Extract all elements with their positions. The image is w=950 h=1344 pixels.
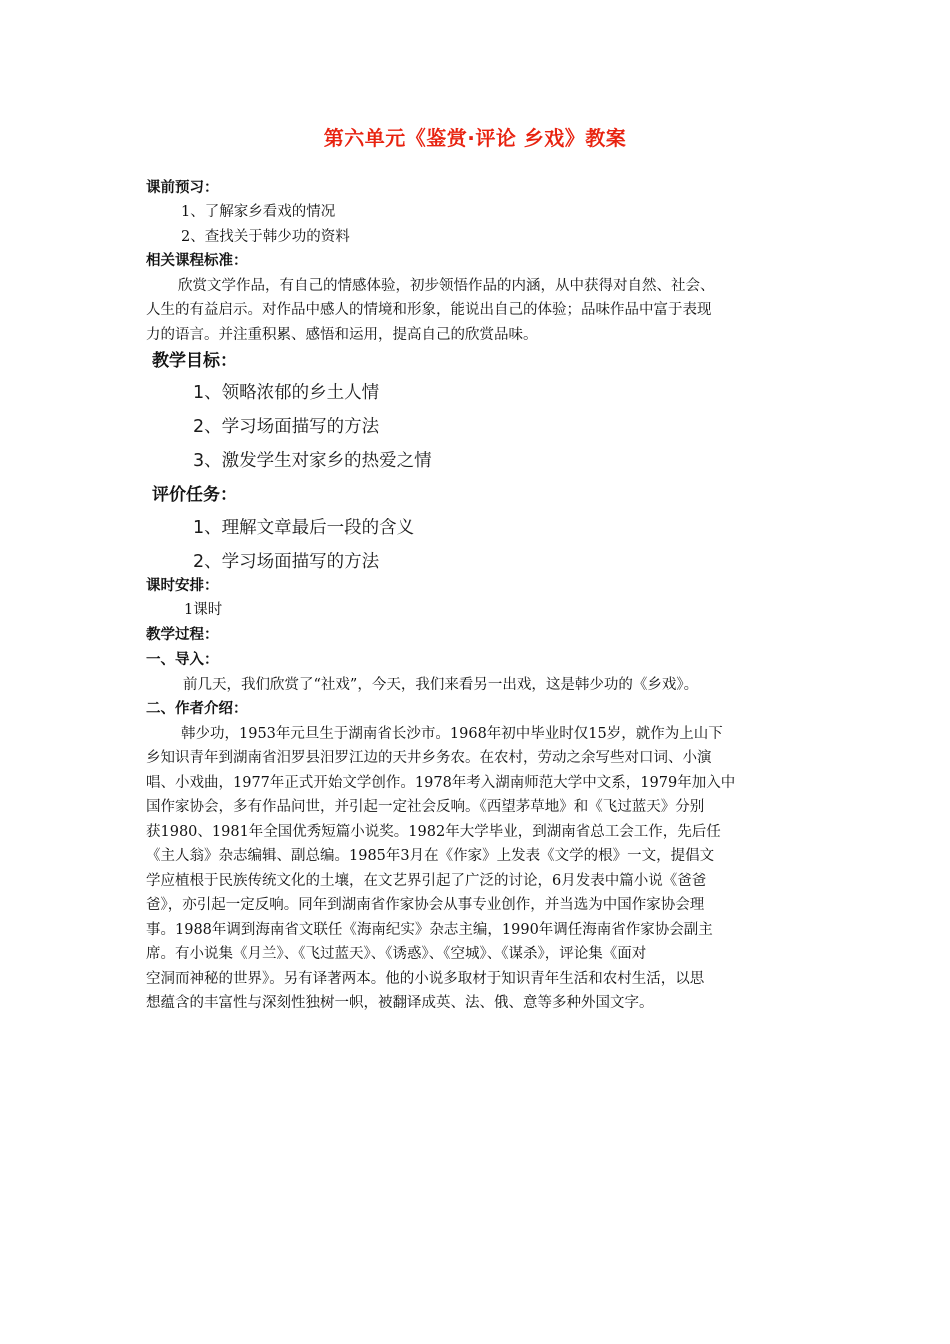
author-line: 空洞而神秘的世界》。另有译著两本。他的小说多取材于知识青年生活和农村生活，以思 <box>146 971 705 987</box>
preview-item: 1、了解家乡看戏的情况 <box>181 204 336 220</box>
assessment-item: 2、学习场面描写的方法 <box>193 552 380 572</box>
standard-line: 力的语言。并注重积累、感悟和运用，提高自己的欣赏品味。 <box>146 327 538 343</box>
preview-heading: 课前预习： <box>146 180 219 196</box>
goals-heading: 教学目标： <box>152 351 237 371</box>
author-line: 《主人翁》杂志编辑、副总编。1985年3月在《作家》上发表《文学的根》一文，提倡文 <box>146 848 715 864</box>
schedule-heading: 课时安排： <box>146 578 219 594</box>
goal-item: 2、学习场面描写的方法 <box>193 417 380 437</box>
author-line: 国作家协会，多有作品问世，并引起一定社会反响。《西望茅草地》和《飞过蓝天》分别 <box>146 799 705 815</box>
process-heading: 教学过程： <box>146 627 219 643</box>
goal-item: 3、激发学生对家乡的热爱之情 <box>193 451 432 471</box>
goal-item: 1、领略浓郁的乡土人情 <box>193 383 380 403</box>
author-line: 获1980、1981年全国优秀短篇小说奖。1982年大学毕业，到湖南省总工会工作，先后任 <box>146 824 721 840</box>
assessment-item: 1、理解文章最后一段的含义 <box>193 518 415 538</box>
author-heading: 二、作者介绍： <box>146 701 248 717</box>
author-line: 乡知识青年到湖南省汨罗县汨罗江边的天井乡务农。在农村，劳动之余写些对口词、小演 <box>146 750 712 766</box>
author-line: 唱、小戏曲，1977年正式开始文学创作。1978年考入湖南师范大学中文系，1979年加入中 <box>146 775 736 791</box>
standard-heading: 相关课程标准： <box>146 253 248 269</box>
author-line: 想蕴含的丰富性与深刻性独树一帜，被翻译成英、法、俄、意等多种外国文字。 <box>146 995 654 1011</box>
schedule-value: 1课时 <box>184 602 223 618</box>
standard-line: 欣赏文学作品，有自己的情感体验，初步领悟作品的内涵，从中获得对自然、社会、 <box>178 278 715 294</box>
intro-heading: 一、导入： <box>146 652 219 668</box>
author-line: 韩少功，1953年元旦生于湖南省长沙市。1968年初中毕业时仅15岁，就作为上山下 <box>181 726 723 742</box>
assessment-heading: 评价任务： <box>152 485 237 505</box>
author-line: 爸》，亦引起一定反响。同年到湖南省作家协会从事专业创作，并当选为中国作家协会理 <box>146 897 705 913</box>
page-title: 第六单元《鉴赏·评论 乡戏》教案 <box>323 126 627 150</box>
preview-item: 2、查找关于韩少功的资料 <box>181 229 350 245</box>
author-line: 席。有小说集《月兰》、《飞过蓝天》、《诱惑》、《空城》、《谋杀》，评论集《面对 <box>146 946 647 962</box>
standard-line: 人生的有益启示。对作品中感人的情境和形象，能说出自己的体验；品味作品中富于表现 <box>146 302 712 318</box>
author-line: 事。1988年调到海南省文联任《海南纪实》杂志主编，1990年调任海南省作家协会副主 <box>146 922 713 938</box>
author-line: 学应植根于民族传统文化的土壤，在文艺界引起了广泛的讨论，6月发表中篇小说《爸爸 <box>146 873 707 889</box>
intro-text: 前几天，我们欣赏了“社戏”，今天，我们来看另一出戏，这是韩少功的《乡戏》。 <box>183 677 699 693</box>
